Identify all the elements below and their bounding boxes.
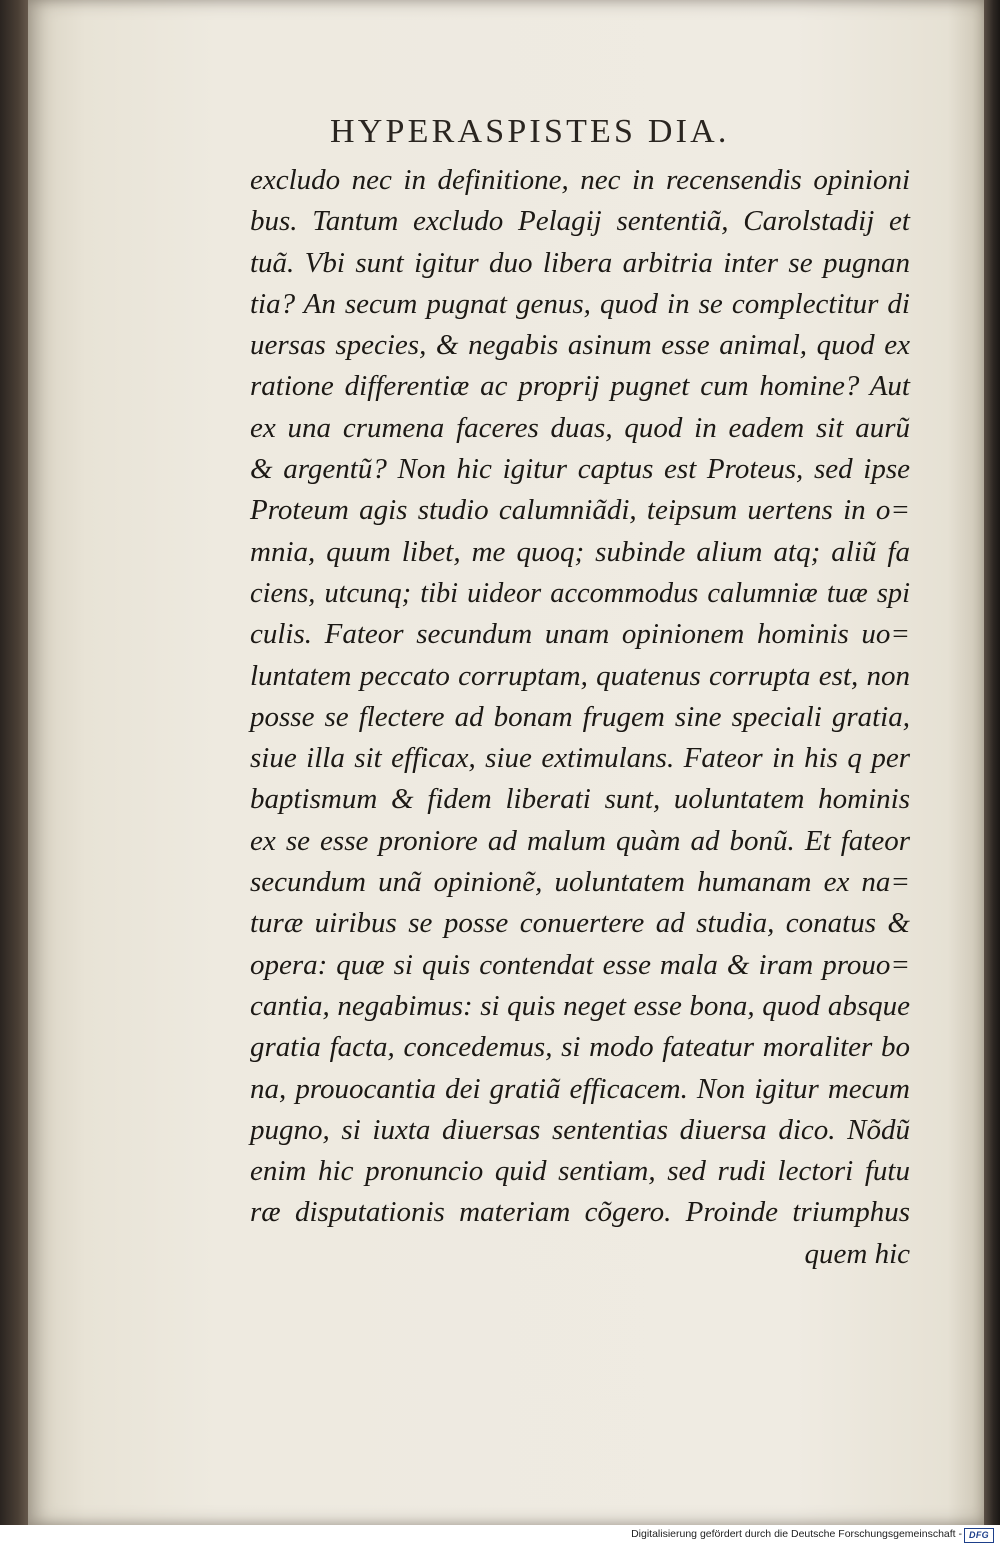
text-line: & argentũ? Non hic igitur captus est Proteus, sed ipse (250, 453, 910, 486)
catchword: quem hic (804, 1237, 910, 1270)
text-line: tia? An secum pugnat genus, quod in se complectitur di (250, 287, 910, 320)
text-line: pugno, si iuxta diuersas sententias diuersa dico. Nõdũ (250, 1113, 910, 1146)
text-line: enim hic pronuncio quid sentiam, sed rudi lectori futu (250, 1155, 910, 1188)
text-line: ciens, utcunq; tibi uideor accommodus calumniæ tuæ spi (250, 577, 910, 609)
text-line: mnia, quum libet, me quoq; subinde alium atq; aliũ fa (250, 535, 910, 568)
text-line: excludo nec in definitione, nec in recensendis opinioni (250, 164, 910, 196)
text-line: posse se flectere ad bonam frugem sine speciali gratia, (250, 700, 910, 733)
text-line: uersas species, & negabis asinum esse animal, quod ex (250, 329, 910, 362)
text-block (250, 160, 910, 1275)
text-line: opera: quæ si quis contendat esse mala & iram prouo= (250, 948, 910, 981)
text-line: luntatem peccato corruptam, quatenus corrupta est, non (250, 659, 910, 692)
dfg-logo: DFG (964, 1528, 994, 1543)
text-line: ex se esse proniore ad malum quàm ad bonũ. Et fateor (250, 824, 910, 857)
text-line: ratione differentiæ ac proprij pugnet cum homine? Aut (250, 370, 910, 403)
page-edge (984, 0, 1000, 1525)
text-line: secundum unã opinionẽ, uoluntatem humanam ex na= (250, 866, 910, 899)
text-line: tuã. Vbi sunt igitur duo libera arbitria inter se pugnan (250, 246, 910, 279)
text-line: baptismum & fidem liberati sunt, uoluntatem hominis (250, 783, 910, 816)
text-line: Proteum agis studio calumniãdi, teipsum uertens in o= (250, 494, 910, 527)
funding-credit: Digitalisierung gefördert durch die Deutsche Forschungsgemeinschaft - (631, 1528, 962, 1540)
footer-bar (0, 1525, 1000, 1544)
text-line: gratia facta, concedemus, si modo fateatur moraliter bo (250, 1031, 910, 1064)
text-line: culis. Fateor secundum unam opinionem hominis uo= (250, 618, 910, 651)
text-line: cantia, negabimus: si quis neget esse bona, quod absque (250, 989, 910, 1022)
text-line: na, prouocantia dei gratiã efficacem. Non igitur mecum (250, 1072, 910, 1105)
text-line: ex una crumena faceres duas, quod in eadem sit aurũ (250, 411, 910, 444)
text-line: turæ uiribus se posse conuertere ad studia, conatus & (250, 907, 910, 940)
text-line: bus. Tantum excludo Pelagij sententiã, Carolstadij et (250, 205, 910, 238)
text-line: ræ disputationis materiam cõgero. Proinde triumphus (250, 1196, 910, 1229)
text-line: siue illa sit efficax, siue extimulans. Fateor in his q per (250, 742, 910, 775)
running-title: HYPERASPISTES DIA. (330, 113, 730, 150)
